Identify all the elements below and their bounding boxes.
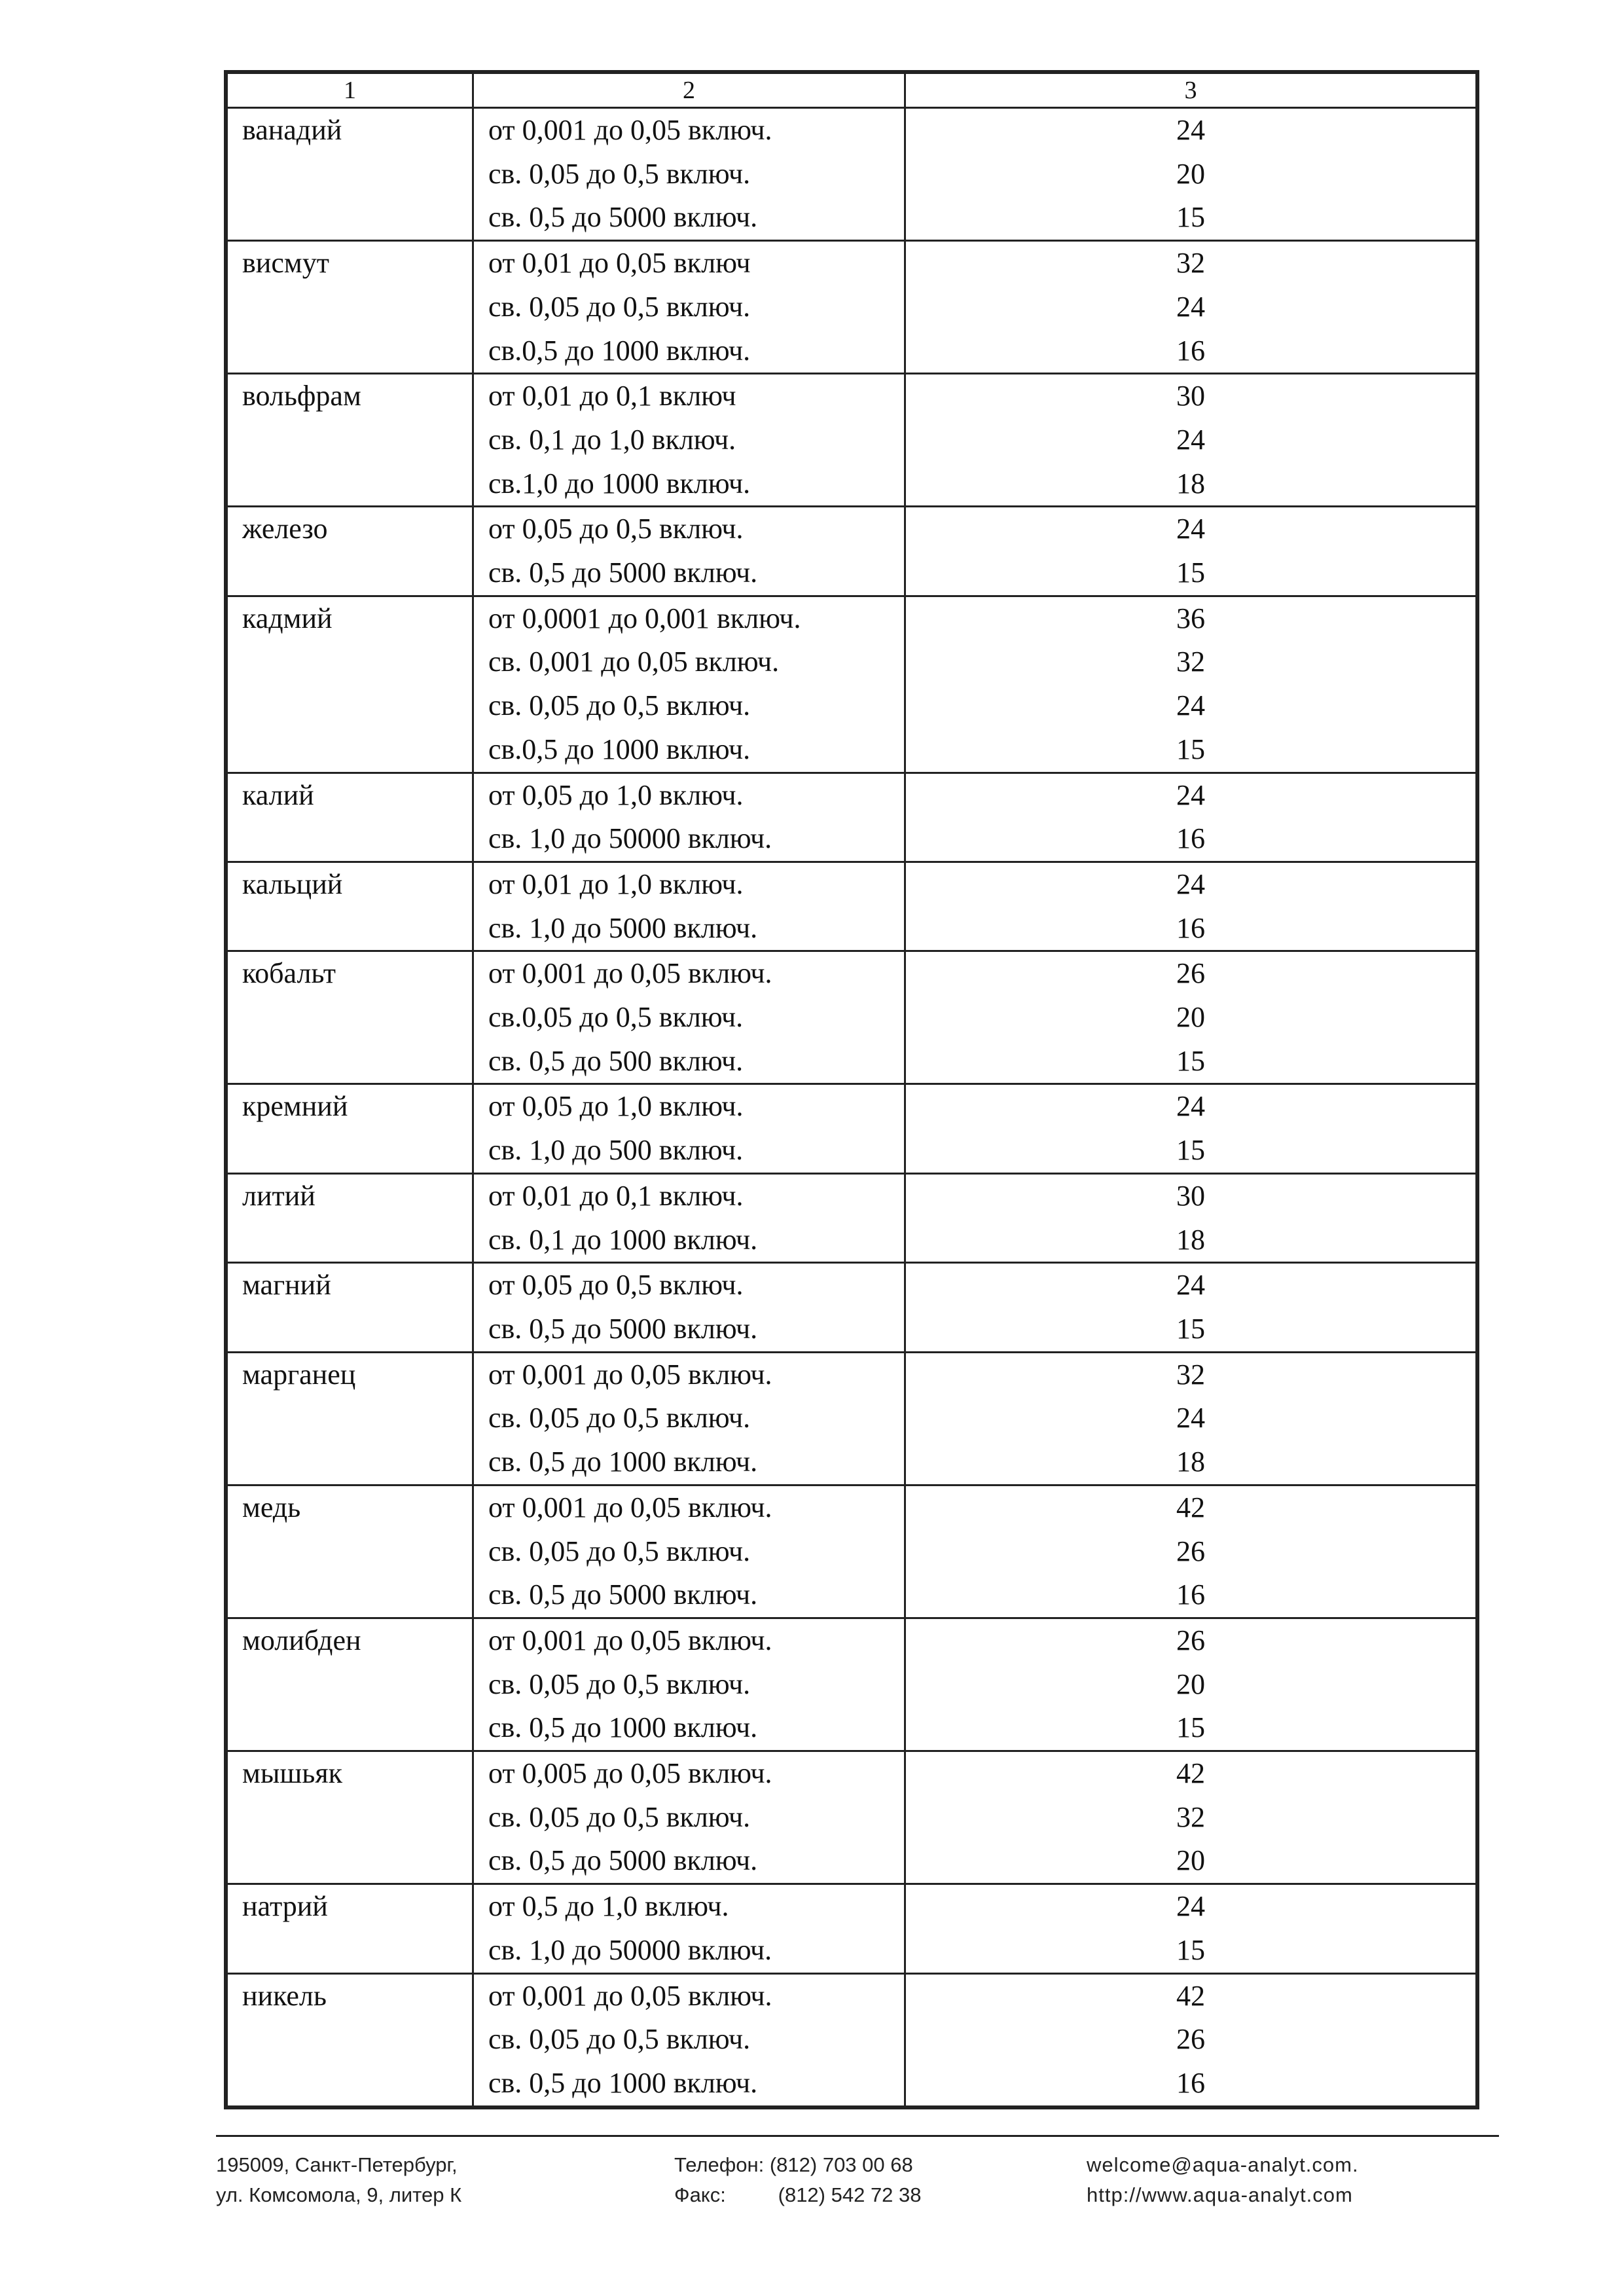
value-text: 24	[1176, 423, 1205, 456]
table-row	[227, 1618, 1477, 1751]
range-text: от 0,05 до 1,0 включ.	[488, 1090, 744, 1123]
value-cell	[905, 951, 1477, 1084]
element-name-text: вольфрам	[242, 380, 361, 412]
value-text: 15	[1176, 556, 1205, 589]
element-name-text: железо	[242, 513, 328, 545]
table-row	[227, 374, 1477, 507]
range-text: св. 0,05 до 0,5 включ.	[488, 290, 751, 323]
element-name-text: висмут	[242, 247, 329, 280]
value-cell	[905, 1084, 1477, 1173]
element-name-text: калий	[242, 778, 314, 811]
table-row	[227, 1352, 1477, 1485]
value-text: 42	[1176, 1757, 1205, 1790]
email-link[interactable]: welcome@aqua-analyt.com.	[1087, 2153, 1359, 2176]
table-row	[227, 241, 1477, 374]
value-text: 24	[1176, 290, 1205, 323]
table-row	[227, 951, 1477, 1084]
value-cell	[905, 596, 1477, 773]
element-name	[227, 1618, 473, 1751]
element-name	[227, 1352, 473, 1485]
value-text: 30	[1176, 1179, 1205, 1212]
phone-number: (812) 703 00 68	[769, 2153, 913, 2176]
range-cell	[473, 951, 905, 1084]
value-text: 18	[1176, 1223, 1205, 1256]
concentration-table	[224, 70, 1479, 2109]
element-name-text: молибден	[242, 1624, 361, 1656]
value-text: 36	[1176, 602, 1205, 634]
range-cell	[473, 862, 905, 951]
range-text: св. 0,5 до 5000 включ.	[488, 201, 758, 234]
range-text: от 0,001 до 0,05 включ.	[488, 1624, 772, 1656]
range-cell	[473, 1173, 905, 1262]
element-name	[227, 862, 473, 951]
range-text: от 0,05 до 0,5 включ.	[488, 1269, 744, 1302]
table-row	[227, 1973, 1477, 2106]
value-text: 20	[1176, 1667, 1205, 1700]
range-text: св. 0,5 до 1000 включ.	[488, 1711, 758, 1744]
range-text: от 0,001 до 0,05 включ.	[488, 1491, 772, 1523]
table-row	[227, 862, 1477, 951]
value-text: 15	[1176, 1711, 1205, 1744]
footer-web	[1087, 2150, 1359, 2210]
fax-number: (812) 542 72 38	[778, 2183, 922, 2206]
range-cell	[473, 596, 905, 773]
value-text: 20	[1176, 1844, 1205, 1877]
value-text: 26	[1176, 1624, 1205, 1656]
element-name	[227, 773, 473, 862]
column-header-2: 2	[473, 73, 905, 108]
value-text: 26	[1176, 957, 1205, 990]
phone-label: Телефон:	[674, 2153, 765, 2176]
value-cell	[905, 1884, 1477, 1973]
range-text: св. 0,5 до 1000 включ.	[488, 1446, 758, 1478]
value-text: 26	[1176, 2023, 1205, 2056]
range-cell	[473, 108, 905, 241]
range-text: св. 1,0 до 5000 включ.	[488, 911, 758, 944]
column-header-3: 3	[905, 73, 1477, 108]
value-text: 24	[1176, 778, 1205, 811]
table-row	[227, 773, 1477, 862]
element-name-text: кобальт	[242, 957, 336, 990]
range-text: св. 0,5 до 5000 включ.	[488, 556, 758, 589]
range-text: св. 0,5 до 500 включ.	[488, 1044, 744, 1077]
range-text: св.0,5 до 1000 включ.	[488, 733, 751, 765]
element-name-text: никель	[242, 1979, 327, 2012]
fax-row	[674, 2180, 922, 2210]
range-cell	[473, 1263, 905, 1352]
range-cell	[473, 1973, 905, 2106]
value-text: 32	[1176, 247, 1205, 280]
value-cell	[905, 1352, 1477, 1485]
range-text: св.0,5 до 1000 включ.	[488, 334, 751, 367]
value-text: 15	[1176, 1134, 1205, 1167]
range-cell	[473, 1751, 905, 1884]
header-row	[227, 73, 1477, 108]
value-text: 15	[1176, 1933, 1205, 1966]
range-text: св. 0,05 до 0,5 включ.	[488, 689, 751, 722]
element-name-text: кадмий	[242, 602, 333, 634]
value-text: 24	[1176, 1890, 1205, 1923]
element-name-text: марганец	[242, 1358, 356, 1391]
website-link[interactable]: http://www.aqua-analyt.com	[1087, 2183, 1353, 2206]
table-row	[227, 1263, 1477, 1352]
range-text: св. 0,05 до 0,5 включ.	[488, 1402, 751, 1434]
range-text: св. 0,05 до 0,5 включ.	[488, 1667, 751, 1700]
range-text: от 0,01 до 1,0 включ.	[488, 867, 744, 900]
range-text: от 0,01 до 0,05 включ	[488, 247, 751, 280]
value-cell	[905, 1173, 1477, 1262]
range-text: от 0,001 до 0,05 включ.	[488, 114, 772, 146]
value-text: 16	[1176, 911, 1205, 944]
value-text: 24	[1176, 867, 1205, 900]
range-text: св. 1,0 до 50000 включ.	[488, 822, 772, 855]
range-cell	[473, 1884, 905, 1973]
element-name	[227, 1173, 473, 1262]
element-name	[227, 1973, 473, 2106]
range-text: св. 0,5 до 5000 включ.	[488, 1578, 758, 1611]
element-name-text: мышьяк	[242, 1757, 342, 1790]
value-text: 16	[1176, 2066, 1205, 2099]
address-line-1: 195009, Санкт-Петербург,	[216, 2153, 458, 2176]
table-row	[227, 1173, 1477, 1262]
range-text: от 0,0001 до 0,001 включ.	[488, 602, 801, 634]
table-row	[227, 1084, 1477, 1173]
range-text: св. 0,001 до 0,05 включ.	[488, 646, 780, 678]
value-text: 20	[1176, 157, 1205, 190]
table-row	[227, 1485, 1477, 1618]
element-name	[227, 1263, 473, 1352]
element-name	[227, 1485, 473, 1618]
value-text: 15	[1176, 201, 1205, 234]
value-text: 18	[1176, 1446, 1205, 1478]
range-cell	[473, 374, 905, 507]
value-text: 26	[1176, 1535, 1205, 1567]
footer-contacts	[674, 2150, 922, 2210]
table-row	[227, 1751, 1477, 1884]
table-row	[227, 108, 1477, 241]
value-text: 15	[1176, 1312, 1205, 1345]
range-text: от 0,005 до 0,05 включ.	[488, 1757, 772, 1790]
value-cell	[905, 507, 1477, 596]
value-cell	[905, 1973, 1477, 2106]
value-text: 15	[1176, 733, 1205, 765]
element-name-text: кальций	[242, 867, 343, 900]
range-text: св.1,0 до 1000 включ.	[488, 467, 751, 500]
fax-label: Факс:	[674, 2183, 726, 2206]
value-text: 32	[1176, 646, 1205, 678]
range-text: св. 0,05 до 0,5 включ.	[488, 2023, 751, 2056]
value-text: 32	[1176, 1800, 1205, 1833]
range-text: св. 0,1 до 1000 включ.	[488, 1223, 758, 1256]
data-table	[226, 72, 1477, 2107]
range-cell	[473, 1084, 905, 1173]
table-row	[227, 1884, 1477, 1973]
value-text: 24	[1176, 689, 1205, 722]
value-text: 24	[1176, 1269, 1205, 1302]
range-text: св. 1,0 до 50000 включ.	[488, 1933, 772, 1966]
element-name-text: кремний	[242, 1090, 348, 1123]
element-name-text: натрий	[242, 1890, 328, 1923]
value-text: 32	[1176, 1358, 1205, 1391]
range-cell	[473, 773, 905, 862]
value-text: 30	[1176, 380, 1205, 412]
range-text: от 0,001 до 0,05 включ.	[488, 1979, 772, 2012]
range-text: от 0,5 до 1,0 включ.	[488, 1890, 729, 1923]
value-cell	[905, 241, 1477, 374]
range-text: от 0,001 до 0,05 включ.	[488, 957, 772, 990]
element-name	[227, 374, 473, 507]
value-text: 18	[1176, 467, 1205, 500]
value-cell	[905, 773, 1477, 862]
range-cell	[473, 1352, 905, 1485]
element-name-text: медь	[242, 1491, 301, 1523]
value-text: 24	[1176, 114, 1205, 146]
element-name	[227, 507, 473, 596]
range-text: св. 0,05 до 0,5 включ.	[488, 157, 751, 190]
range-text: от 0,05 до 0,5 включ.	[488, 513, 744, 545]
value-text: 24	[1176, 1402, 1205, 1434]
value-text: 42	[1176, 1491, 1205, 1523]
value-text: 24	[1176, 513, 1205, 545]
element-name	[227, 596, 473, 773]
value-cell	[905, 1485, 1477, 1618]
footer-address	[216, 2150, 461, 2210]
element-name	[227, 1751, 473, 1884]
element-name	[227, 1884, 473, 1973]
range-cell	[473, 241, 905, 374]
value-text: 16	[1176, 822, 1205, 855]
range-text: св.0,05 до 0,5 включ.	[488, 1001, 744, 1034]
value-text: 42	[1176, 1979, 1205, 2012]
range-text: от 0,05 до 1,0 включ.	[488, 778, 744, 811]
element-name-text: ванадий	[242, 114, 342, 146]
value-text: 20	[1176, 1001, 1205, 1034]
range-text: от 0,01 до 0,1 включ.	[488, 1179, 744, 1212]
column-header-1: 1	[227, 73, 473, 108]
value-cell	[905, 862, 1477, 951]
range-text: св. 0,5 до 5000 включ.	[488, 1312, 758, 1345]
value-text: 24	[1176, 1090, 1205, 1123]
element-name	[227, 951, 473, 1084]
value-cell	[905, 1618, 1477, 1751]
range-cell	[473, 507, 905, 596]
range-cell	[473, 1618, 905, 1751]
element-name	[227, 108, 473, 241]
table-row	[227, 596, 1477, 773]
range-text: св. 0,1 до 1,0 включ.	[488, 423, 736, 456]
value-text: 16	[1176, 1578, 1205, 1611]
range-cell	[473, 1485, 905, 1618]
range-text: св. 0,5 до 1000 включ.	[488, 2066, 758, 2099]
value-cell	[905, 1751, 1477, 1884]
footer-divider	[216, 2135, 1499, 2137]
value-text: 15	[1176, 1044, 1205, 1077]
range-text: св. 0,05 до 0,5 включ.	[488, 1800, 751, 1833]
address-line-2: ул. Комсомола, 9, литер К	[216, 2183, 462, 2206]
value-text: 16	[1176, 334, 1205, 367]
value-cell	[905, 1263, 1477, 1352]
range-text: св. 0,5 до 5000 включ.	[488, 1844, 758, 1877]
phone-row	[674, 2150, 922, 2180]
element-name-text: магний	[242, 1269, 331, 1302]
element-name	[227, 241, 473, 374]
element-name	[227, 1084, 473, 1173]
range-text: св. 0,05 до 0,5 включ.	[488, 1535, 751, 1567]
table-row	[227, 507, 1477, 596]
value-cell	[905, 374, 1477, 507]
range-text: от 0,01 до 0,1 включ	[488, 380, 736, 412]
table-body	[227, 108, 1477, 2107]
element-name-text: литий	[242, 1179, 316, 1212]
value-cell	[905, 108, 1477, 241]
range-text: от 0,001 до 0,05 включ.	[488, 1358, 772, 1391]
range-text: св. 1,0 до 500 включ.	[488, 1134, 744, 1167]
